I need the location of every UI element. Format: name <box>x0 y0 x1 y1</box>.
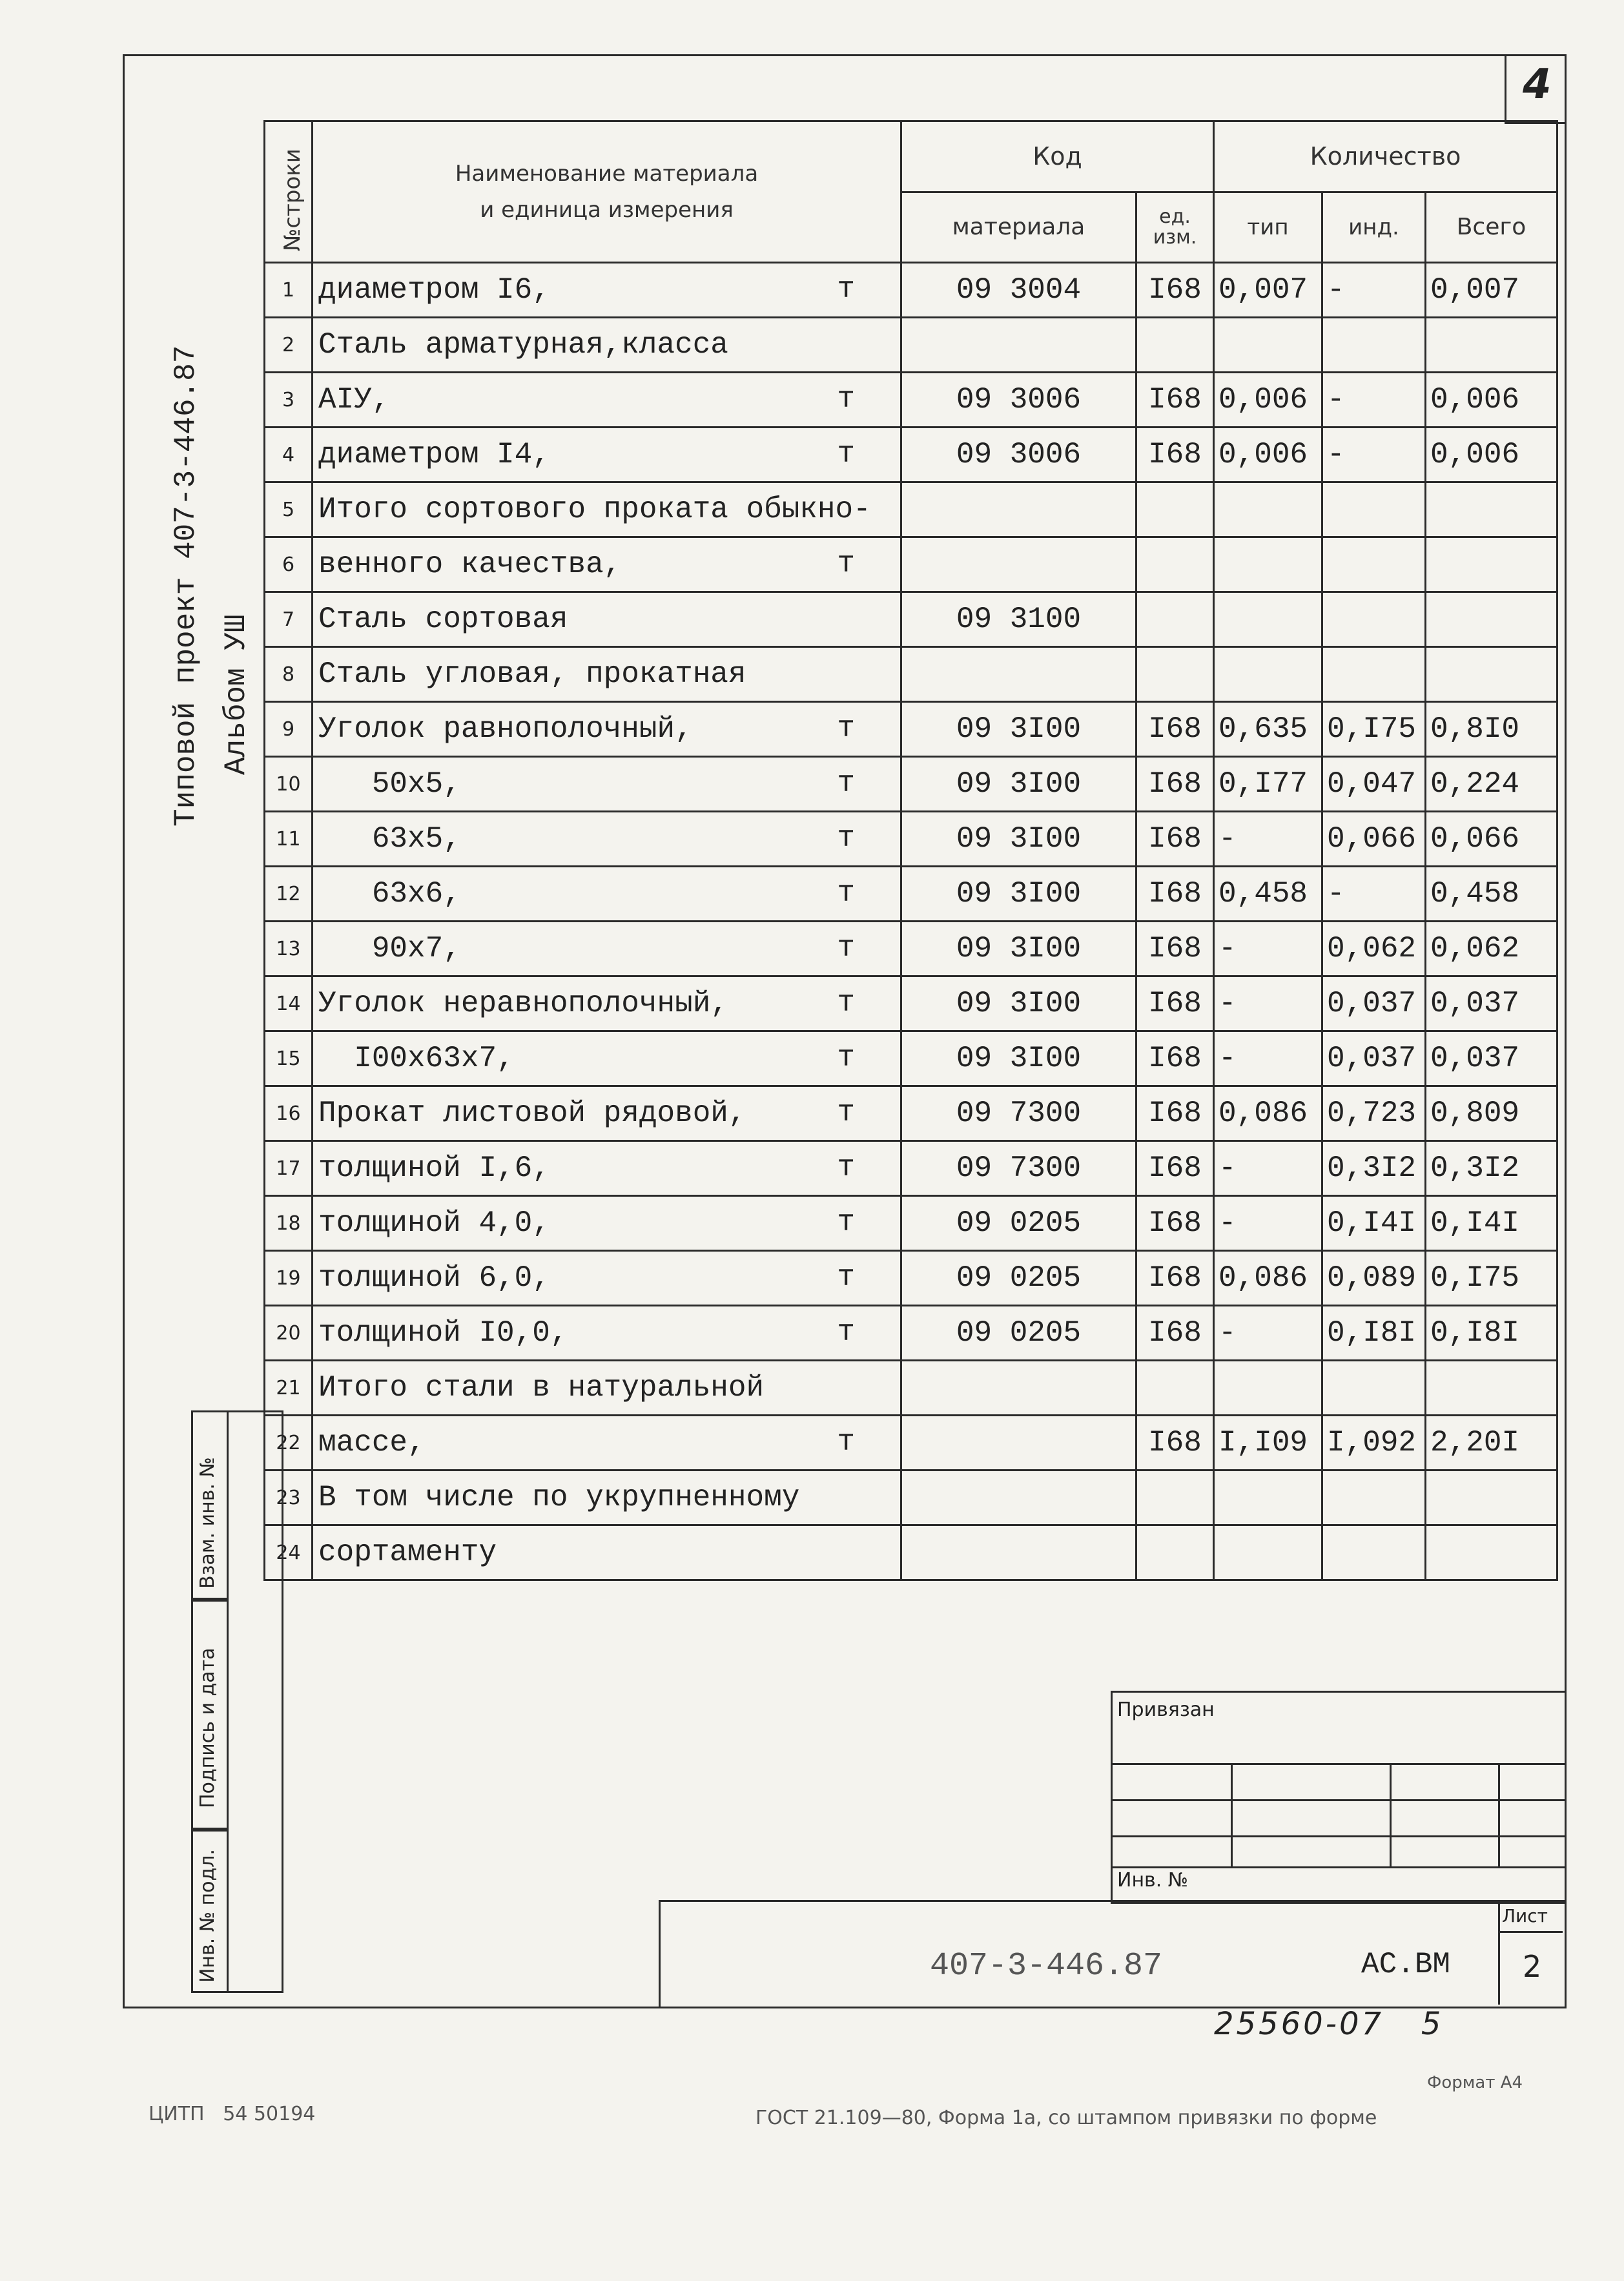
stamp-sheet-label: Лист <box>1502 1905 1548 1926</box>
material-code-cell: 09 3I00 <box>901 922 1136 976</box>
qty-ind-cell <box>1322 1471 1426 1525</box>
material-code-cell <box>901 647 1136 702</box>
qty-type-cell <box>1214 592 1322 647</box>
unit-of-measure: т <box>837 273 855 306</box>
qty-total-cell: 0,458 <box>1426 867 1557 922</box>
qty-type-cell: I,I09 <box>1214 1416 1322 1471</box>
row-number-cell: 8 <box>265 647 313 702</box>
material-name-cell <box>313 702 901 757</box>
side-label-signature-date: Подпись и дата <box>196 1647 219 1808</box>
qty-ind-cell: 0,037 <box>1322 1031 1426 1086</box>
qty-ind-cell: - <box>1322 867 1426 922</box>
unit-code-cell: I68 <box>1136 757 1214 812</box>
qty-type-cell <box>1214 647 1322 702</box>
qty-total-cell: 0,I75 <box>1426 1251 1557 1306</box>
material-name-cell <box>313 1361 901 1416</box>
row-number-cell: 2 <box>265 318 313 373</box>
material-name-cell <box>313 922 901 976</box>
row-number-cell: 20 <box>265 1306 313 1361</box>
qty-ind-cell <box>1322 1361 1426 1416</box>
stamp-grid-vline-1 <box>1231 1763 1233 1866</box>
footer-right: Формат А4 <box>1427 2073 1523 2092</box>
material-code-cell: 09 0205 <box>901 1251 1136 1306</box>
table-row <box>265 702 1557 757</box>
material-name-cell <box>313 976 901 1031</box>
handwritten-inventory-number: 25560-07 5 <box>1214 2006 1444 2042</box>
unit-of-measure: т <box>837 712 855 745</box>
side-title-album: Альбом УШ <box>220 614 253 775</box>
material-name-cell <box>313 537 901 592</box>
qty-ind-cell: 0,I75 <box>1322 702 1426 757</box>
qty-total-cell: 0,066 <box>1426 812 1557 867</box>
stamp-doc-code: 407-3-446.87 <box>930 1948 1163 1985</box>
unit-code-cell: I68 <box>1136 373 1214 428</box>
unit-code-cell <box>1136 1361 1214 1416</box>
material-name-cell <box>313 1471 901 1525</box>
material-name-cell <box>313 1251 901 1306</box>
header-code-material: материала <box>901 192 1136 263</box>
unit-of-measure: т <box>837 1151 855 1184</box>
material-code-cell: 09 3I00 <box>901 812 1136 867</box>
unit-code-cell <box>1136 537 1214 592</box>
qty-total-cell: 0,809 <box>1426 1086 1557 1141</box>
table-row <box>265 318 1557 373</box>
material-code-cell: 09 3006 <box>901 428 1136 482</box>
qty-ind-cell <box>1322 647 1426 702</box>
unit-code-cell <box>1136 592 1214 647</box>
header-row-no-cell <box>265 121 313 263</box>
header-code: Код <box>901 121 1214 192</box>
qty-type-cell: 0,635 <box>1214 702 1322 757</box>
unit-code-cell: I68 <box>1136 1086 1214 1141</box>
material-code-cell: 09 0205 <box>901 1306 1136 1361</box>
qty-ind-cell <box>1322 537 1426 592</box>
side-label-orig-inv: Инв. № подл. <box>196 1849 219 1983</box>
material-code-cell: 09 3I00 <box>901 976 1136 1031</box>
row-number-cell: 18 <box>265 1196 313 1251</box>
qty-ind-cell: 0,I4I <box>1322 1196 1426 1251</box>
unit-code-cell: I68 <box>1136 1141 1214 1196</box>
qty-ind-cell: 0,089 <box>1322 1251 1426 1306</box>
unit-code-cell: I68 <box>1136 812 1214 867</box>
table-row <box>265 1196 1557 1251</box>
qty-total-cell: 0,224 <box>1426 757 1557 812</box>
material-name: Сталь сортовая <box>318 603 568 636</box>
table-row <box>265 1141 1557 1196</box>
qty-total-cell: 0,006 <box>1426 428 1557 482</box>
material-name-cell <box>313 1086 901 1141</box>
qty-type-cell: 0,006 <box>1214 428 1322 482</box>
table-row <box>265 482 1557 537</box>
row-number-cell: 13 <box>265 922 313 976</box>
material-name: I00х63х7, <box>318 1042 515 1075</box>
qty-type-cell: 0,086 <box>1214 1086 1322 1141</box>
qty-total-cell: 0,I4I <box>1426 1196 1557 1251</box>
material-name-cell <box>313 1416 901 1471</box>
table-row <box>265 263 1557 318</box>
unit-of-measure: т <box>837 382 855 416</box>
stamp-privyazan-label: Привязан <box>1117 1698 1215 1721</box>
material-name: венного качества, <box>318 548 622 581</box>
unit-code-cell: I68 <box>1136 1251 1214 1306</box>
qty-type-cell: - <box>1214 1031 1322 1086</box>
unit-code-cell <box>1136 1471 1214 1525</box>
material-name-cell <box>313 757 901 812</box>
row-number-cell: 24 <box>265 1525 313 1580</box>
row-number-cell: 11 <box>265 812 313 867</box>
qty-total-cell <box>1426 1525 1557 1580</box>
row-number-cell: 16 <box>265 1086 313 1141</box>
stamp-inv-no-label: Инв. № <box>1117 1869 1189 1892</box>
qty-type-cell: - <box>1214 1196 1322 1251</box>
unit-of-measure: т <box>837 1425 855 1459</box>
qty-total-cell <box>1426 318 1557 373</box>
material-name: Сталь угловая, прокатная <box>318 657 746 691</box>
qty-ind-cell: - <box>1322 373 1426 428</box>
table-row <box>265 1086 1557 1141</box>
material-name-cell <box>313 318 901 373</box>
material-name: Прокат листовой рядовой, <box>318 1097 746 1130</box>
material-code-cell: 09 0205 <box>901 1196 1136 1251</box>
unit-code-cell: I68 <box>1136 1031 1214 1086</box>
material-name-cell <box>313 1306 901 1361</box>
unit-code-cell: I68 <box>1136 702 1214 757</box>
row-number-cell: 14 <box>265 976 313 1031</box>
row-number-cell: 5 <box>265 482 313 537</box>
material-name: Итого стали в натуральной <box>318 1371 765 1405</box>
row-number-cell: 1 <box>265 263 313 318</box>
table-row <box>265 976 1557 1031</box>
qty-ind-cell <box>1322 482 1426 537</box>
header-qty-ind: инд. <box>1322 192 1426 263</box>
unit-of-measure: т <box>837 1096 855 1130</box>
table-row <box>265 1031 1557 1086</box>
unit-of-measure: т <box>837 1041 855 1075</box>
material-name: Сталь арматурная,класса <box>318 328 728 362</box>
material-code-cell: 09 3004 <box>901 263 1136 318</box>
material-name: толщиной 4,0, <box>318 1206 550 1240</box>
material-name: толщиной I,6, <box>318 1151 550 1185</box>
table-row <box>265 1251 1557 1306</box>
table-row <box>265 1306 1557 1361</box>
header-name: Наименование материала и единица измерения <box>313 121 901 263</box>
qty-type-cell: 0,086 <box>1214 1251 1322 1306</box>
stamp-grid-line-4 <box>1111 1866 1565 1868</box>
table-row <box>265 1525 1557 1580</box>
table-row <box>265 1416 1557 1471</box>
unit-of-measure: т <box>837 986 855 1020</box>
material-name-cell <box>313 428 901 482</box>
unit-code-cell <box>1136 1525 1214 1580</box>
material-name: 63х5, <box>318 822 461 856</box>
qty-ind-cell <box>1322 1525 1426 1580</box>
qty-type-cell: 0,I77 <box>1214 757 1322 812</box>
unit-of-measure: т <box>837 547 855 581</box>
table-row <box>265 647 1557 702</box>
qty-type-cell <box>1214 1471 1322 1525</box>
row-number-cell: 21 <box>265 1361 313 1416</box>
qty-ind-cell <box>1322 592 1426 647</box>
qty-type-cell <box>1214 318 1322 373</box>
qty-type-cell: - <box>1214 922 1322 976</box>
qty-type-cell: - <box>1214 976 1322 1031</box>
qty-type-cell <box>1214 1361 1322 1416</box>
qty-total-cell: 0,037 <box>1426 1031 1557 1086</box>
unit-code-cell: I68 <box>1136 1196 1214 1251</box>
qty-total-cell: 0,006 <box>1426 373 1557 428</box>
table-row <box>265 1471 1557 1525</box>
qty-ind-cell: 0,037 <box>1322 976 1426 1031</box>
row-number-cell: 4 <box>265 428 313 482</box>
header-qty-type: тип <box>1214 192 1322 263</box>
material-name-cell <box>313 647 901 702</box>
header-code-unit: ед. изм. <box>1136 192 1214 263</box>
side-label-replaced-inv: Взам. инв. № <box>196 1457 219 1589</box>
material-name: Уголок неравнополочный, <box>318 987 728 1020</box>
table-row <box>265 1361 1557 1416</box>
table-row <box>265 373 1557 428</box>
material-name: В том числе по укрупненному <box>318 1481 800 1514</box>
qty-ind-cell: I,092 <box>1322 1416 1426 1471</box>
row-number-cell: 12 <box>265 867 313 922</box>
qty-ind-cell <box>1322 318 1426 373</box>
qty-ind-cell: - <box>1322 428 1426 482</box>
material-code-cell: 09 3100 <box>901 592 1136 647</box>
material-name: сортаменту <box>318 1536 497 1569</box>
qty-type-cell: - <box>1214 812 1322 867</box>
qty-total-cell: 0,8I0 <box>1426 702 1557 757</box>
header-row-no: №строки <box>280 149 305 251</box>
qty-ind-cell: 0,I8I <box>1322 1306 1426 1361</box>
qty-ind-cell: - <box>1322 263 1426 318</box>
qty-type-cell: - <box>1214 1141 1322 1196</box>
row-number-cell: 23 <box>265 1471 313 1525</box>
unit-of-measure: т <box>837 1316 855 1349</box>
stamp-mark: АС.ВМ <box>1361 1948 1451 1981</box>
qty-ind-cell: 0,723 <box>1322 1086 1426 1141</box>
qty-ind-cell: 0,066 <box>1322 812 1426 867</box>
unit-code-cell <box>1136 318 1214 373</box>
qty-total-cell <box>1426 592 1557 647</box>
unit-of-measure: т <box>837 821 855 855</box>
material-code-cell: 09 3I00 <box>901 867 1136 922</box>
material-code-cell: 09 7300 <box>901 1141 1136 1196</box>
material-name: 90х7, <box>318 932 461 965</box>
unit-code-cell: I68 <box>1136 263 1214 318</box>
stamp-sheet-value: 2 <box>1523 1949 1542 1984</box>
material-code-cell <box>901 482 1136 537</box>
material-name-cell <box>313 1031 901 1086</box>
footer-left: ЦИТП 54 50194 <box>149 2103 316 2125</box>
material-name: 63х6, <box>318 877 461 911</box>
qty-total-cell: 0,007 <box>1426 263 1557 318</box>
stamp-grid-line-1 <box>1111 1763 1565 1765</box>
material-name: Уголок равнополочный, <box>318 712 693 746</box>
table-row <box>265 922 1557 976</box>
row-number-cell: 17 <box>265 1141 313 1196</box>
table-row <box>265 428 1557 482</box>
qty-type-cell: 0,006 <box>1214 373 1322 428</box>
stamp-grid-line-2 <box>1111 1799 1565 1801</box>
material-code-cell: 09 3I00 <box>901 702 1136 757</box>
qty-type-cell: - <box>1214 1306 1322 1361</box>
unit-of-measure: т <box>837 931 855 965</box>
material-name: толщиной I0,0, <box>318 1316 568 1350</box>
unit-code-cell: I68 <box>1136 976 1214 1031</box>
unit-of-measure: т <box>837 1206 855 1239</box>
unit-code-cell: I68 <box>1136 1416 1214 1471</box>
unit-code-cell <box>1136 482 1214 537</box>
sheet-number: 4 <box>1523 61 1552 108</box>
material-code-cell: 09 7300 <box>901 1086 1136 1141</box>
unit-of-measure: т <box>837 876 855 910</box>
header-qty-total: Всего <box>1426 192 1557 263</box>
unit-code-cell <box>1136 647 1214 702</box>
material-name: АIУ, <box>318 383 390 417</box>
material-name-cell <box>313 1525 901 1580</box>
material-code-cell <box>901 1525 1136 1580</box>
material-name: диаметром I6, <box>318 273 550 307</box>
row-number-cell: 6 <box>265 537 313 592</box>
stamp-grid-line-3 <box>1111 1835 1565 1837</box>
table-row <box>265 757 1557 812</box>
unit-code-cell: I68 <box>1136 922 1214 976</box>
footer-center: ГОСТ 21.109—80, Форма 1а, со штампом привязки по форме <box>755 2107 1377 2129</box>
side-strip-values <box>225 1410 283 1993</box>
qty-total-cell <box>1426 482 1557 537</box>
qty-total-cell: 0,I8I <box>1426 1306 1557 1361</box>
unit-of-measure: т <box>837 1261 855 1294</box>
qty-type-cell <box>1214 1525 1322 1580</box>
row-number-cell: 10 <box>265 757 313 812</box>
material-name: толщиной 6,0, <box>318 1261 550 1295</box>
stamp-grid-vline-2 <box>1390 1763 1392 1866</box>
side-title-project: Типовой проект 407-3-446.87 <box>169 345 203 827</box>
stamp-sheet-label-line <box>1498 1931 1563 1933</box>
row-number-cell: 7 <box>265 592 313 647</box>
material-code-cell <box>901 537 1136 592</box>
qty-total-cell: 0,3I2 <box>1426 1141 1557 1196</box>
qty-type-cell <box>1214 482 1322 537</box>
material-name: массе, <box>318 1426 426 1460</box>
material-code-cell <box>901 1416 1136 1471</box>
material-code-cell: 09 3I00 <box>901 757 1136 812</box>
material-name-cell <box>313 263 901 318</box>
qty-total-cell <box>1426 647 1557 702</box>
unit-code-cell: I68 <box>1136 1306 1214 1361</box>
qty-ind-cell: 0,3I2 <box>1322 1141 1426 1196</box>
qty-total-cell: 2,20I <box>1426 1416 1557 1471</box>
material-code-cell <box>901 1361 1136 1416</box>
row-number-cell: 15 <box>265 1031 313 1086</box>
unit-code-cell: I68 <box>1136 428 1214 482</box>
material-code-cell: 09 3006 <box>901 373 1136 428</box>
qty-ind-cell: 0,047 <box>1322 757 1426 812</box>
qty-ind-cell: 0,062 <box>1322 922 1426 976</box>
material-code-cell <box>901 318 1136 373</box>
qty-type-cell <box>1214 537 1322 592</box>
stamp-grid-vline-3 <box>1498 1763 1500 1866</box>
stamp-sheet-divider <box>1498 1900 1500 2005</box>
row-number-cell: 9 <box>265 702 313 757</box>
unit-code-cell: I68 <box>1136 867 1214 922</box>
unit-of-measure: т <box>837 767 855 800</box>
qty-total-cell <box>1426 1361 1557 1416</box>
header-quantity: Количество <box>1214 121 1557 192</box>
row-number-cell: 3 <box>265 373 313 428</box>
qty-type-cell: 0,458 <box>1214 867 1322 922</box>
table-row <box>265 537 1557 592</box>
material-name-cell <box>313 1141 901 1196</box>
qty-total-cell: 0,062 <box>1426 922 1557 976</box>
material-name-cell <box>313 482 901 537</box>
material-name-cell <box>313 592 901 647</box>
row-number-cell: 22 <box>265 1416 313 1471</box>
material-name: Итого сортового проката обыкно- <box>318 493 871 526</box>
material-name-cell <box>313 373 901 428</box>
table-row <box>265 812 1557 867</box>
unit-of-measure: т <box>837 437 855 471</box>
qty-total-cell <box>1426 1471 1557 1525</box>
qty-total-cell <box>1426 537 1557 592</box>
material-code-cell: 09 3I00 <box>901 1031 1136 1086</box>
material-code-cell <box>901 1471 1136 1525</box>
table-row <box>265 867 1557 922</box>
bill-of-materials-table <box>263 120 1558 1581</box>
material-name: 50х5, <box>318 767 461 801</box>
qty-total-cell: 0,037 <box>1426 976 1557 1031</box>
row-number-cell: 19 <box>265 1251 313 1306</box>
qty-type-cell: 0,007 <box>1214 263 1322 318</box>
material-name-cell <box>313 867 901 922</box>
material-name-cell <box>313 1196 901 1251</box>
table-row <box>265 592 1557 647</box>
material-name-cell <box>313 812 901 867</box>
material-name: диаметром I4, <box>318 438 550 471</box>
